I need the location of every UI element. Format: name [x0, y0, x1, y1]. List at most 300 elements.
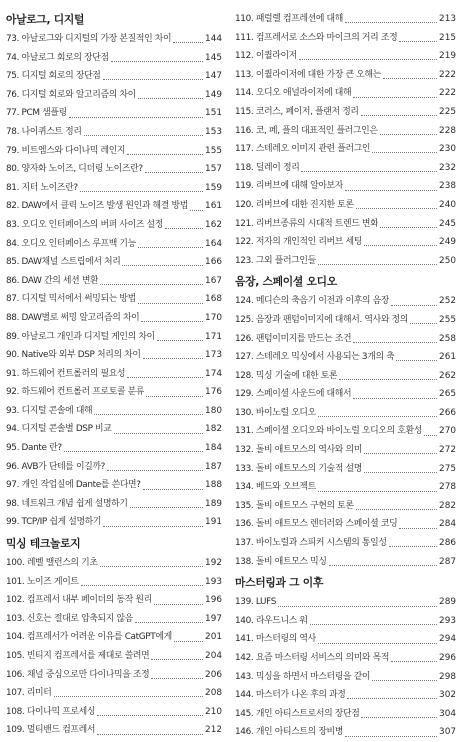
toc-entry-title: 80. 양자화 노이즈, 디더링 노이즈란? — [6, 164, 143, 175]
toc-entry-title: 111. 컴프레서로 소스와 마이크의 거리 조정 — [235, 32, 398, 43]
toc-entry-title: 108. 다이나믹 프로세싱 — [6, 706, 96, 717]
toc-entry — [6, 439, 222, 458]
toc-entry — [6, 476, 222, 495]
dot-leader — [138, 97, 203, 99]
toc-entry — [235, 196, 456, 215]
toc-entry-page-number: 278 — [439, 482, 456, 493]
toc-column-left — [6, 10, 222, 740]
toc-entry-page-number: 147 — [205, 71, 222, 82]
dot-leader — [97, 714, 203, 716]
dot-leader — [318, 415, 437, 417]
toc-entry-title: 106. 채널 중심으로만 다이나믹을 조정 — [6, 669, 150, 680]
toc-entry — [235, 460, 456, 479]
toc-entry-title: 99. TCP/IP 쉽게 설명하기 — [6, 517, 102, 528]
toc-entry — [6, 721, 222, 740]
dot-leader — [364, 471, 437, 473]
toc-entry — [235, 668, 456, 687]
toc-entry-page-number: 219 — [439, 51, 456, 62]
toc-entry-page-number: 266 — [439, 407, 456, 418]
dot-leader — [356, 508, 437, 510]
toc-entry-title: 90. Native와 외부 DSP 처리의 차이 — [6, 350, 141, 361]
toc-entry — [235, 686, 456, 705]
toc-entry — [235, 233, 456, 252]
toc-entry-page-number: 304 — [439, 708, 456, 719]
toc-list — [235, 593, 456, 742]
dot-leader — [301, 170, 437, 172]
toc-entry — [6, 328, 222, 347]
dot-leader — [353, 341, 437, 343]
toc-entry-title: 98. 네트워크 개념 쉽게 설명하기 — [6, 498, 128, 509]
dot-leader — [165, 227, 203, 229]
toc-entry — [235, 159, 456, 178]
toc-entry — [235, 122, 456, 141]
toc-entry-page-number: 161 — [205, 201, 222, 212]
toc-entry — [6, 272, 222, 291]
toc-entry — [6, 197, 222, 216]
toc-entry — [235, 612, 456, 631]
dot-leader — [347, 697, 437, 699]
toc-entry-page-number: 153 — [205, 126, 222, 137]
dot-leader — [143, 488, 203, 490]
toc-entry-page-number: 208 — [205, 688, 222, 699]
dot-leader — [157, 339, 203, 341]
toc-entry-title: 117. 스테레오 이미지 관련 플러그인 — [235, 144, 371, 155]
toc-entry-title: 85. DAW채널 스트립에서 처리 — [6, 257, 121, 268]
toc-entry-title: 131. 스페이셜 오디오와 바이노럴 오디오의 호환성 — [235, 426, 422, 437]
toc-entry-page-number: 188 — [205, 480, 222, 491]
toc-entry-title: 75. 디지털 회로의 장단점 — [6, 71, 101, 82]
toc-entry — [6, 458, 222, 477]
toc-entry-page-number: 212 — [205, 725, 222, 736]
toc-entry — [235, 553, 456, 572]
toc-entry-page-number: 228 — [439, 125, 456, 136]
toc-entry — [235, 385, 456, 404]
toc-entry-title: 73. 아날로그와 디지털의 가장 본질적인 차이 — [6, 34, 172, 44]
toc-entry-title: 114. 오디오 애널라이저에 대해 — [235, 88, 352, 99]
toc-entry-title: 118. 딜레이 정리 — [235, 162, 300, 173]
toc-entry — [6, 610, 222, 629]
toc-entry-page-number: 157 — [205, 164, 222, 175]
toc-entry — [6, 253, 222, 272]
toc-entry-title: 83. 오디오 인터페이스의 버퍼 사이즈 설정 — [6, 219, 163, 230]
dot-leader — [143, 357, 203, 359]
toc-entry-page-number: 151 — [205, 108, 222, 119]
toc-entry-title: 77. PCM 샘플링 — [6, 108, 67, 119]
dot-leader — [97, 733, 203, 735]
toc-entry-page-number: 213 — [439, 14, 456, 24]
toc-entry-title: 100. 레벨 밸런스의 기초 — [6, 558, 98, 569]
toc-entry-title: 109. 멀티밴드 컴프레서 — [6, 725, 96, 736]
toc-entry-title: 134. 베드와 오브젝트 — [235, 482, 316, 493]
toc-entry — [6, 666, 222, 685]
dot-leader — [94, 413, 203, 415]
toc-entry-page-number: 272 — [439, 445, 456, 456]
toc-entry — [6, 402, 222, 421]
toc-entry-page-number: 144 — [205, 34, 222, 44]
toc-entry-title: 103. 신호는 절대로 압축되지 않음 — [6, 613, 133, 624]
toc-entry — [235, 723, 456, 742]
dot-leader — [353, 397, 437, 399]
toc-entry-page-number: 275 — [439, 463, 456, 474]
toc-entry-title: 128. 믹싱 기술에 대한 토론 — [235, 370, 338, 381]
toc-entry-page-number: 255 — [439, 314, 456, 325]
dot-leader — [80, 190, 203, 192]
toc-entry-title: 121. 리버브종류의 시대적 트렌드 변화 — [235, 218, 379, 229]
dot-leader — [318, 490, 437, 492]
toc-entry-page-number: 293 — [439, 615, 456, 626]
toc-entry — [6, 554, 222, 573]
toc-entry — [6, 67, 222, 86]
toc-entry-page-number: 261 — [439, 352, 456, 363]
dot-leader — [81, 584, 203, 586]
toc-entry-page-number: 164 — [205, 238, 222, 249]
toc-entry-title: 105. 빈티지 컴프레서를 제대로 쓸려면 — [6, 651, 150, 661]
dot-leader — [339, 378, 437, 380]
toc-entry-page-number: 182 — [205, 424, 222, 435]
toc-entry — [235, 630, 456, 649]
toc-entry-page-number: 284 — [439, 519, 456, 530]
toc-entry-title: 140. 라우드니스 워 — [235, 615, 308, 626]
toc-entry-page-number: 170 — [205, 312, 222, 323]
toc-entry-page-number: 298 — [439, 671, 456, 682]
toc-entry — [235, 215, 456, 234]
toc-entry-title: 127. 스테레오 믹싱에서 사용되는 3개의 축 — [235, 352, 395, 363]
dot-leader — [361, 114, 437, 116]
toc-entry — [6, 591, 222, 610]
toc-entry-page-number: 232 — [439, 162, 456, 173]
toc-entry-page-number: 286 — [439, 538, 456, 549]
toc-entry — [235, 478, 456, 497]
toc-entry-page-number: 174 — [205, 368, 222, 379]
toc-entry-page-number: 282 — [439, 500, 456, 511]
toc-entry-title: 79. 비트엠스와 다이나믹 레인지 — [6, 145, 126, 156]
dot-leader — [69, 116, 203, 118]
toc-entry — [235, 330, 456, 349]
toc-entry — [235, 348, 456, 367]
toc-entry — [6, 513, 222, 532]
section-title-mixing-technology: 믹싱 테크놀로지 — [6, 537, 81, 551]
toc-entry-title: 102. 컴프레서 내부 페이더의 동작 원리 — [6, 595, 152, 606]
toc-entry — [6, 30, 222, 49]
toc-entry-title: 93. 디지털 콘솔에 대해 — [6, 405, 93, 416]
toc-entry — [6, 573, 222, 592]
toc-entry-page-number: 145 — [205, 52, 222, 63]
toc-entry-title: 132. 돌비 애트모스의 역사와 의미 — [235, 445, 362, 456]
toc-entry — [6, 142, 222, 161]
dot-leader — [114, 432, 204, 434]
toc-entry — [235, 422, 456, 441]
toc-entry — [235, 497, 456, 516]
toc-entry — [6, 647, 222, 666]
dot-leader — [361, 716, 437, 718]
toc-entry-title: 139. LUFS — [235, 597, 277, 608]
toc-entry-title: 89. 아날로그 개인과 디지털 게인의 차이 — [6, 331, 155, 342]
toc-entry-title: 125. 음장과 팬텀이미지에 대해서. 역사와 정의 — [235, 314, 408, 325]
toc-entry-title: 115. 코러스, 페이저, 플랜저 정리 — [235, 106, 359, 117]
toc-entry-page-number: 162 — [205, 219, 222, 230]
toc-entry-title: 129. 스페이셜 사운드에 대해서 — [235, 389, 352, 400]
toc-entry — [6, 216, 222, 235]
toc-entry-title: 116. 코, 페, 플의 대표적인 플러그인은 — [235, 125, 378, 136]
dot-leader — [329, 564, 437, 566]
toc-entry-page-number: 296 — [439, 653, 456, 663]
dot-leader — [145, 171, 203, 173]
section-title-mastering: 마스터링과 그 이후 — [235, 576, 323, 590]
toc-entry — [6, 365, 222, 384]
toc-entry — [6, 383, 222, 402]
dot-leader — [64, 450, 203, 452]
toc-entry-title: 95. Dante 란? — [6, 443, 62, 454]
toc-entry-title: 144. 마스터가 나온 후의 과정 — [235, 690, 346, 701]
toc-entry-page-number: 265 — [439, 389, 456, 400]
toc-entry — [235, 66, 456, 85]
toc-entry — [235, 311, 456, 330]
toc-entry — [235, 84, 456, 103]
toc-entry-page-number: 184 — [205, 443, 222, 454]
toc-entry-page-number: 159 — [205, 182, 222, 193]
toc-entry-title: 86. DAW 간의 세션 변환 — [6, 275, 99, 286]
dot-leader — [190, 209, 203, 211]
section-title-spatial-audio: 음장, 스페이셜 오디오 — [235, 275, 337, 289]
toc-entry-title: 141. 마스터링의 역사 — [235, 634, 316, 645]
dot-leader — [345, 189, 437, 191]
toc-entry-page-number: 191 — [205, 517, 222, 528]
toc-list — [235, 292, 456, 571]
toc-entry-title: 122. 저자의 개인적인 리버브 세팅 — [235, 237, 362, 248]
toc-entry-title: 138. 돌비 애트모스 믹싱 — [235, 556, 327, 567]
toc-entry-title: 92. 하드웨어 컨트롤러 프로토콜 분류 — [6, 387, 145, 398]
toc-entry — [235, 404, 456, 423]
toc-entry-title: 88. DAW별로 써밍 알고리즘의 차이 — [6, 312, 140, 323]
toc-entry-page-number: 189 — [205, 498, 222, 509]
toc-entry-page-number: 287 — [439, 556, 456, 567]
toc-entry-page-number: 238 — [439, 181, 456, 192]
dot-leader — [141, 320, 203, 322]
toc-entry — [235, 29, 456, 48]
toc-entry-page-number: 294 — [439, 634, 456, 645]
toc-entry-page-number: 166 — [205, 257, 222, 268]
dot-leader — [138, 302, 203, 304]
dot-leader — [122, 264, 203, 266]
toc-entry-title: 101. 노이즈 게이트 — [6, 576, 79, 587]
toc-entry — [235, 441, 456, 460]
toc-entry-page-number: 302 — [439, 690, 456, 701]
toc-entry — [235, 47, 456, 66]
dot-leader — [127, 376, 203, 378]
toc-entry-page-number: 193 — [205, 576, 222, 587]
toc-entry — [235, 515, 456, 534]
toc-entry — [235, 103, 456, 122]
toc-entry-title: 130. 바이노럴 오디오 — [235, 407, 316, 418]
toc-entry — [235, 593, 456, 612]
toc-entry-title: 82. DAW에서 클릭 노이즈 발생 원인과 해결 방법 — [6, 201, 188, 212]
toc-entry-page-number: 180 — [205, 405, 222, 416]
toc-list — [6, 554, 222, 740]
dot-leader — [100, 283, 203, 285]
toc-entry-page-number: 249 — [439, 237, 456, 248]
toc-column-right — [235, 10, 456, 742]
toc-entry — [235, 252, 456, 271]
dot-leader — [174, 640, 203, 642]
dot-leader — [364, 452, 437, 454]
toc-entry — [6, 684, 222, 703]
toc-entry-page-number: 197 — [205, 613, 222, 624]
toc-entry — [6, 123, 222, 142]
dot-leader — [151, 677, 203, 679]
dot-leader — [154, 603, 203, 605]
dot-leader — [146, 395, 203, 397]
toc-entry-page-number: 149 — [205, 89, 222, 100]
toc-entry — [235, 292, 456, 311]
toc-entry-title: 119. 리버브에 대해 알아보자 — [235, 181, 344, 192]
toc-entry-page-number: 187 — [205, 461, 222, 472]
toc-entry-title: 113. 이퀄라이저에 대한 가장 큰 오해는 — [235, 69, 381, 80]
toc-entry — [235, 649, 456, 668]
dot-leader — [399, 527, 437, 529]
toc-entry-title: 136. 돌비 애트모스 렌더러와 스페이셜 코딩 — [235, 519, 398, 530]
toc-entry-title: 137. 바이노럴과 스피커 시스템의 통일성 — [235, 538, 387, 549]
toc-entry — [6, 235, 222, 254]
dot-leader — [278, 605, 437, 607]
toc-entry-page-number: 250 — [439, 255, 456, 266]
dot-leader — [100, 565, 203, 567]
dot-leader — [345, 21, 437, 23]
section-title-analog-digital: 아날로그, 디지털 — [6, 13, 85, 26]
toc-entry-page-number: 210 — [205, 706, 222, 717]
toc-entry — [235, 534, 456, 553]
toc-entry-page-number: 307 — [439, 727, 456, 738]
toc-entry — [6, 346, 222, 365]
dot-leader — [135, 621, 203, 623]
toc-entry — [6, 104, 222, 123]
dot-leader — [345, 735, 437, 737]
toc-entry-title: 135. 돌비 애트모스 구현의 토론 — [235, 500, 354, 511]
toc-entry-title: 74. 아날로그 회로의 장단점 — [6, 52, 109, 63]
toc-entry-title: 124. 메디슨의 축음기 이전과 이후의 음장 — [235, 296, 390, 307]
dot-leader — [391, 304, 437, 306]
dot-leader — [130, 506, 203, 508]
toc-entry-title: 146. 개인 아티스트의 장비병 — [235, 727, 344, 738]
toc-entry-title: 112. 이퀄라이저 — [235, 51, 297, 62]
toc-entry-title: 96. AVB가 단테를 이길까? — [6, 461, 106, 472]
toc-entry-page-number: 206 — [205, 669, 222, 680]
dot-leader — [84, 134, 203, 136]
dot-leader — [103, 78, 204, 80]
toc-entry — [6, 628, 222, 647]
toc-entry-page-number: 168 — [205, 294, 222, 305]
toc-entry-title: 142. 요즘 마스터링 서비스의 의미와 목적 — [235, 653, 390, 663]
toc-entry-page-number: 204 — [205, 651, 222, 661]
toc-entry-page-number: 222 — [439, 69, 456, 80]
toc-entry-page-number: 167 — [205, 275, 222, 286]
toc-entry — [235, 367, 456, 386]
dot-leader — [389, 545, 437, 547]
toc-entry — [235, 10, 456, 29]
toc-entry-title: 81. 지터 노이즈란? — [6, 182, 78, 193]
dot-leader — [380, 226, 437, 228]
toc-entry-page-number: 155 — [205, 145, 222, 156]
toc-entry-page-number: 252 — [439, 296, 456, 307]
dot-leader — [380, 133, 437, 135]
toc-entry-page-number: 289 — [439, 597, 456, 608]
toc-entry — [6, 86, 222, 105]
dot-leader — [138, 246, 203, 248]
toc-entry — [6, 309, 222, 328]
dot-leader — [318, 263, 437, 265]
toc-entry-page-number: 258 — [439, 333, 456, 344]
toc-entry-title: 110. 패럴렐 컴프레션에 대해 — [235, 14, 344, 24]
toc-entry-title: 107. 리미터 — [6, 688, 52, 699]
toc-entry-title: 143. 믹싱을 하면서 마스터링을 같이 — [235, 671, 371, 682]
toc-entry-page-number: 240 — [439, 199, 456, 210]
toc-entry-page-number: 270 — [439, 426, 456, 437]
toc-entry — [6, 420, 222, 439]
dot-leader — [54, 695, 204, 697]
toc-entry — [235, 140, 456, 159]
toc-entry — [6, 160, 222, 179]
dot-leader — [127, 153, 203, 155]
dot-leader — [353, 96, 437, 98]
dot-leader — [310, 623, 437, 625]
toc-entry-page-number: 196 — [205, 595, 222, 606]
dot-leader — [364, 244, 437, 246]
toc-entry-title: 97. 개인 작업실에 Dante를 쓴다면? — [6, 480, 141, 491]
dot-leader — [151, 658, 203, 660]
toc-entry-page-number: 230 — [439, 144, 456, 155]
dot-leader — [107, 469, 203, 471]
toc-entry-title: 94. 디지털 콘솔별 DSP 비교 — [6, 424, 112, 435]
toc-entry-page-number: 201 — [205, 632, 222, 643]
toc-page — [6, 10, 456, 738]
toc-entry-title: 87. 디지털 믹서에서 써밍되는 방법 — [6, 294, 136, 305]
dot-leader — [173, 41, 203, 43]
dot-leader — [424, 434, 437, 436]
toc-entry — [6, 49, 222, 68]
toc-entry — [235, 705, 456, 724]
toc-entry-page-number: 262 — [439, 370, 456, 381]
toc-entry-title: 126. 팬텀이미지를 만드는 조건 — [235, 333, 352, 344]
toc-entry-title: 120. 리버브에 대한 진지한 토론 — [235, 199, 354, 210]
dot-leader — [318, 642, 437, 644]
toc-list — [235, 10, 456, 270]
dot-leader — [383, 77, 437, 79]
toc-entry — [235, 177, 456, 196]
toc-entry-page-number: 245 — [439, 218, 456, 229]
toc-entry-title: 145. 개인 아티스트로서의 장단점 — [235, 708, 360, 719]
toc-entry — [6, 179, 222, 198]
dot-leader — [410, 322, 437, 324]
dot-leader — [356, 207, 437, 209]
dot-leader — [111, 60, 203, 62]
dot-leader — [396, 359, 437, 361]
toc-list — [6, 30, 222, 532]
toc-entry-page-number: 176 — [205, 387, 222, 398]
toc-entry-title: 76. 디지털 회로와 알고리즘의 차이 — [6, 89, 136, 100]
dot-leader — [391, 660, 437, 662]
toc-entry-title: 91. 하드웨어 컨트롤러의 필요성 — [6, 368, 126, 379]
toc-entry-page-number: 215 — [439, 32, 456, 43]
toc-entry-page-number: 225 — [439, 106, 456, 117]
toc-entry-title: 78. 나이퀴스트 정리 — [6, 126, 82, 137]
dot-leader — [299, 58, 437, 60]
toc-entry-title: 133. 돌비 애트모스의 기술적 설명 — [235, 463, 362, 474]
toc-entry-page-number: 192 — [205, 558, 222, 569]
toc-entry-page-number: 173 — [205, 350, 222, 361]
dot-leader — [372, 151, 437, 153]
toc-entry-page-number: 222 — [439, 88, 456, 99]
toc-entry-title: 123. 그외 플러그인들 — [235, 255, 316, 266]
toc-entry-title: 84. 오디오 인터페이스 루프백 기능 — [6, 238, 136, 249]
